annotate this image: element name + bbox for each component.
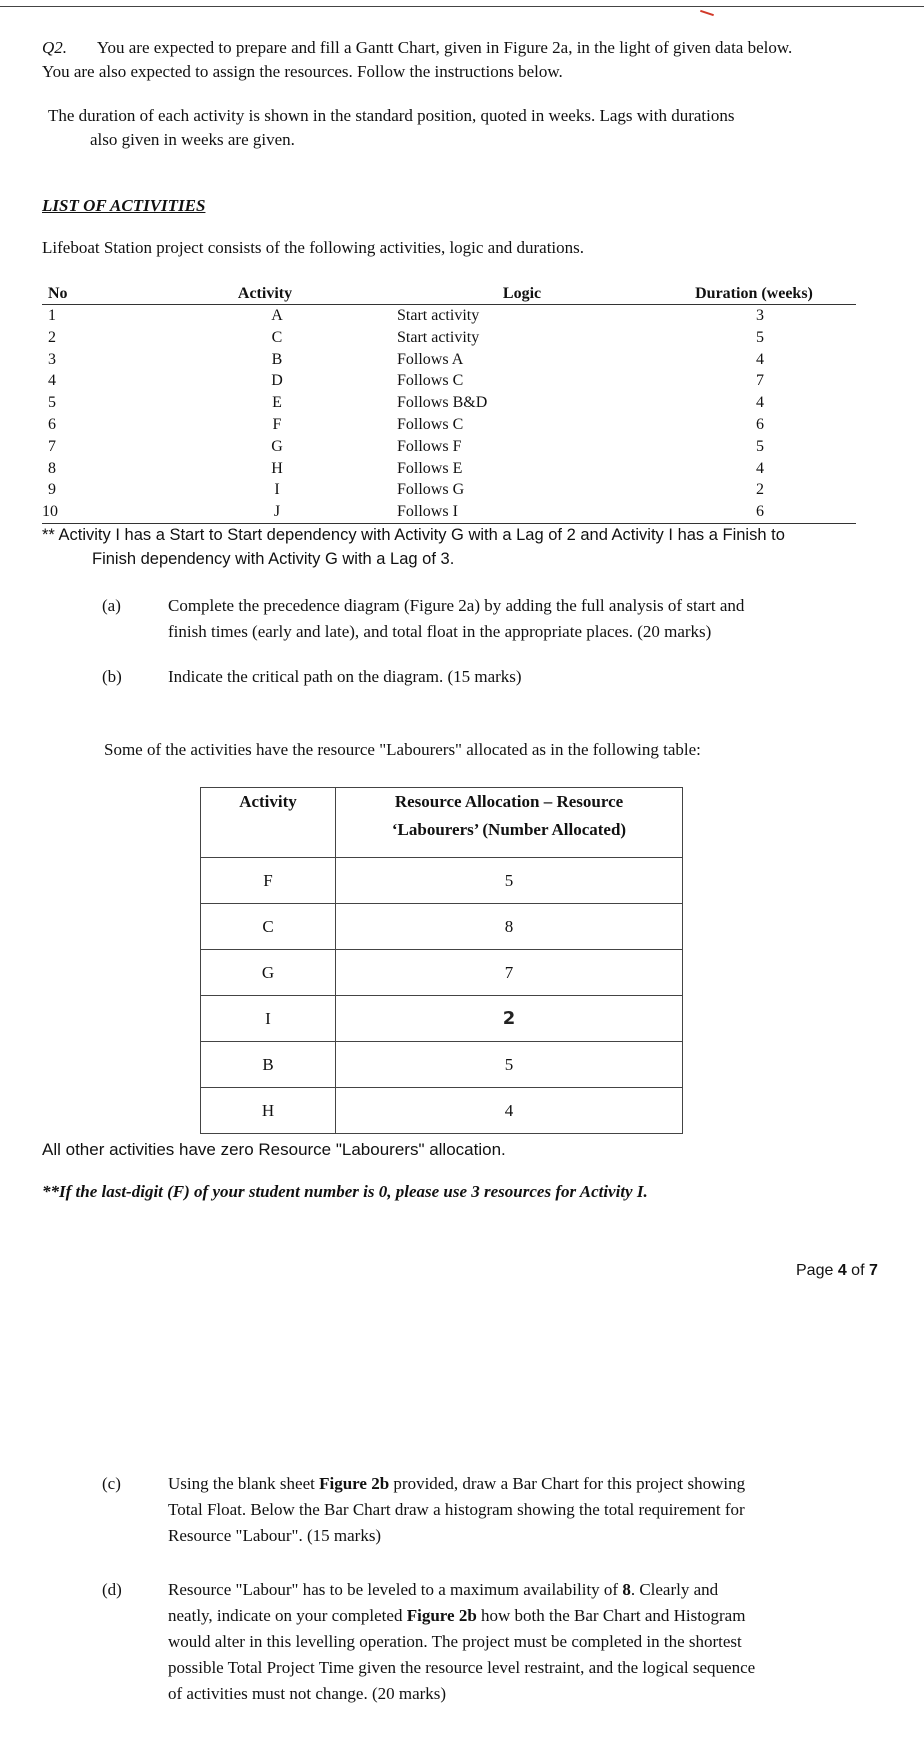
- part-d-line4: possible Total Project Time given the resource level restraint, and the logical sequence: [168, 1658, 756, 1677]
- table-row: [42, 479, 856, 501]
- part-d-line2: neatly, indicate on your completed Figure 2b how both the Bar Chart and Histogram: [168, 1606, 746, 1625]
- list-heading: LIST OF ACTIVITIES: [42, 196, 206, 215]
- header-activity: Activity: [237, 285, 293, 302]
- resource-allocated: 8: [336, 904, 683, 950]
- row-logic: Follows E: [397, 459, 463, 477]
- row-no: 3: [48, 350, 56, 368]
- duration-note-line2: also given in weeks are given.: [90, 130, 295, 149]
- row-activity: F: [272, 415, 282, 433]
- part-d-line5: of activities must not change. (20 marks): [168, 1684, 447, 1703]
- row-duration: 4: [756, 394, 764, 412]
- table-row: [42, 458, 856, 480]
- page-number: Page 4 of 7: [796, 1262, 878, 1279]
- row-activity: D: [271, 372, 283, 390]
- row-activity: I: [274, 481, 280, 499]
- row-logic: Follows A: [397, 350, 464, 368]
- row-logic: Follows G: [397, 481, 465, 499]
- row-activity: H: [271, 459, 283, 477]
- row-activity: E: [272, 394, 282, 412]
- table-row: [42, 414, 856, 436]
- row-logic: Follows C: [397, 372, 464, 390]
- resource-table: [200, 787, 683, 1134]
- row-activity: A: [271, 307, 283, 324]
- resource-allocated: 5: [336, 858, 683, 904]
- zero-allocation-note: All other activities have zero Resource "Labourers" allocation.: [42, 1140, 506, 1159]
- row-duration: 4: [756, 350, 764, 368]
- part-b-line1: Indicate the critical path on the diagram. (15 marks): [168, 667, 522, 686]
- part-a-line1: Complete the precedence diagram (Figure 2a) by adding the full analysis of start and: [168, 596, 745, 615]
- row-activity: J: [273, 503, 281, 521]
- row-logic: Follows F: [397, 437, 462, 455]
- part-a-label: (a): [102, 596, 121, 615]
- table-row: [201, 904, 683, 950]
- top-rule: [0, 6, 924, 7]
- table-row: [42, 327, 856, 349]
- header-logic: Logic: [502, 285, 542, 302]
- header-duration: Duration (weeks): [695, 285, 813, 302]
- row-duration: 5: [756, 437, 764, 455]
- question-intro-line1: Q2. You are expected to prepare and fill a Gantt Chart, given in Figure 2a, in the light of given data below.: [42, 38, 793, 57]
- question-intro-line2: You are also expected to assign the resources. Follow the instructions below.: [42, 62, 563, 81]
- part-c-line1: Using the blank sheet Figure 2b provided, draw a Bar Chart for this project showing: [168, 1474, 746, 1493]
- part-c-label: (c): [102, 1474, 121, 1493]
- row-duration: 6: [756, 503, 764, 521]
- row-duration: 4: [756, 459, 764, 477]
- row-no: 9: [48, 481, 56, 499]
- resource-intro: Some of the activities have the resource "Labourers" allocated as in the following table:: [104, 740, 701, 759]
- table-row: [42, 436, 856, 458]
- resource-table-header: [201, 788, 683, 858]
- table-row: [201, 858, 683, 904]
- part-d-line3: would alter in this levelling operation. The project must be completed in the shortest: [168, 1632, 742, 1651]
- resource-activity: F: [201, 858, 336, 904]
- part-a-line2: finish times (early and late), and total float in the appropriate places. (20 marks): [168, 622, 712, 641]
- activities-table: [42, 284, 856, 523]
- resource-header-activity: Activity: [201, 788, 336, 858]
- row-duration: 7: [756, 372, 764, 390]
- row-no: 6: [48, 415, 56, 433]
- resource-header-allocation-line2: ‘Labourers’ (Number Allocated): [391, 820, 627, 839]
- row-no: 5: [48, 394, 56, 412]
- table-row: [201, 950, 683, 996]
- red-pen-mark: [700, 10, 714, 16]
- row-activity: C: [271, 328, 283, 346]
- row-activity: B: [271, 350, 283, 368]
- row-logic: Follows C: [397, 415, 464, 433]
- row-no: 10: [42, 503, 58, 521]
- dependency-note-line1: ** Activity I has a Start to Start dependency with Activity G with a Lag of 2 and Activity I has a Finish to: [42, 526, 785, 544]
- resource-allocated: 4: [336, 1088, 683, 1134]
- part-d-line1: Resource "Labour" has to be leveled to a maximum availability of 8. Clearly and: [168, 1580, 719, 1599]
- row-logic: Follows I: [397, 503, 458, 521]
- row-no: 1: [48, 307, 56, 324]
- table-row: [42, 370, 856, 392]
- duration-note-line1: The duration of each activity is shown in the standard position, quoted in weeks. Lags with durations: [48, 106, 735, 125]
- part-b-label: (b): [102, 667, 122, 686]
- part-d-label: (d): [102, 1580, 122, 1599]
- resource-activity: C: [201, 904, 336, 950]
- dependency-note-line2: Finish dependency with Activity G with a Lag of 3.: [92, 550, 455, 568]
- table-row: [201, 996, 683, 1042]
- row-logic: Follows B&D: [397, 394, 488, 412]
- resource-allocated: 5: [336, 1042, 683, 1088]
- resource-header-allocation-line1: Resource Allocation – Resource: [394, 792, 624, 811]
- header-no: No: [48, 285, 68, 302]
- table-row: [42, 501, 856, 523]
- table-row: [201, 1088, 683, 1134]
- row-duration: 2: [756, 481, 764, 499]
- row-activity: G: [271, 437, 283, 455]
- resource-activity: I: [201, 996, 336, 1042]
- activities-table-header: [42, 284, 856, 305]
- student-number-note: **If the last-digit (F) of your student number is 0, please use 3 resources for Activity I.: [42, 1182, 648, 1201]
- row-logic: Start activity: [397, 328, 480, 346]
- resource-activity: B: [201, 1042, 336, 1088]
- part-c-line2: Total Float. Below the Bar Chart draw a histogram showing the total requirement for: [168, 1500, 745, 1519]
- resource-header-allocation: [336, 788, 683, 858]
- resource-allocated: 7: [336, 950, 683, 996]
- resource-activity: G: [201, 950, 336, 996]
- row-no: 7: [48, 437, 56, 455]
- table-row: [42, 392, 856, 414]
- activities-table-bottom-rule: [42, 523, 856, 524]
- row-no: 2: [48, 328, 56, 346]
- question-number: Q2.: [42, 38, 68, 57]
- row-logic: Start activity: [397, 307, 480, 324]
- table-row: [42, 349, 856, 371]
- resource-activity: H: [201, 1088, 336, 1134]
- table-row: [42, 305, 856, 327]
- row-duration: 6: [756, 415, 764, 433]
- part-c-line3: Resource "Labour". (15 marks): [168, 1526, 382, 1545]
- row-no: 4: [48, 372, 56, 390]
- row-duration: 5: [756, 328, 764, 346]
- table-row: [201, 1042, 683, 1088]
- row-duration: 3: [756, 307, 764, 324]
- resource-allocated-handwritten: 2: [336, 996, 683, 1042]
- list-intro: Lifeboat Station project consists of the following activities, logic and durations.: [42, 238, 584, 257]
- row-no: 8: [48, 459, 56, 477]
